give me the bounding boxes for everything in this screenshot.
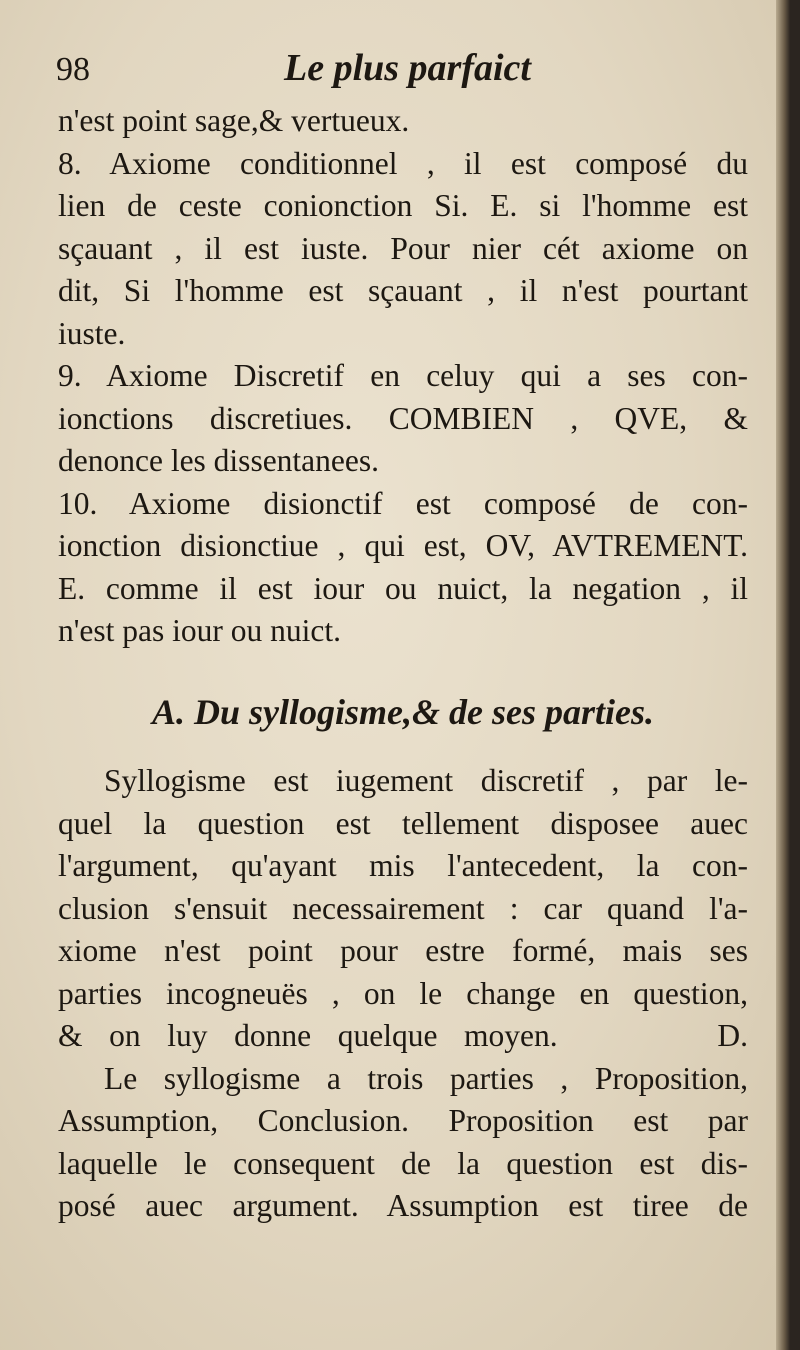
text-line: clusion s'ensuit necessairement : car quand l'a-: [58, 890, 748, 926]
text-line: & on luy donne quelque moyen. D.: [58, 1018, 748, 1053]
section-heading: A. Du syllogisme,& de ses parties.: [152, 692, 654, 732]
body-text-bottom: [58, 760, 748, 1228]
text-line: ionctions discretiues. COMBIEN , QVE, &: [58, 400, 748, 436]
text-line: Syllogisme est iugement discretif , par le-: [104, 763, 748, 798]
binding-gutter: [776, 0, 790, 1350]
text-line: denonce les dissentanees.: [58, 443, 380, 478]
text-line: parties incogneuës , on le change en question,: [58, 975, 748, 1011]
text-line: n'est pas iour ou nuict.: [58, 613, 342, 648]
page-header: [56, 46, 746, 94]
text-line: 9. Axiome Discretif en celuy qui a ses con-: [58, 358, 748, 393]
text-line: xiome n'est point pour estre formé, mais ses: [58, 933, 748, 968]
page-number: 98: [56, 51, 90, 88]
text-line: 8. Axiome conditionnel , il est composé du: [58, 145, 748, 181]
text-line: dit, Si l'homme est sçauant , il n'est pourtant: [58, 273, 748, 308]
body-text-top: [58, 100, 748, 653]
text-line: posé auec argument. Assumption est tiree de: [58, 1188, 748, 1223]
running-head: Le plus parfaict: [284, 47, 531, 89]
text-line: sçauant , il est iuste. Pour nier cét axiome on: [58, 230, 748, 266]
text-line: laquelle le consequent de la question est dis-: [58, 1145, 748, 1181]
text-line: l'argument, qu'ayant mis l'antecedent, la con-: [58, 848, 748, 883]
text-line: Assumption, Conclusion. Proposition est par: [58, 1103, 748, 1138]
text-line: n'est point sage,& vertueux.: [58, 103, 410, 138]
text-line: ionction disionctiue , qui est, OV, AVTREMENT.: [58, 528, 748, 563]
text-line: iuste.: [58, 315, 126, 351]
text-line: Le syllogisme a trois parties , Proposition,: [104, 1060, 748, 1096]
text-line: lien de ceste conionction Si. E. si l'homme est: [58, 188, 748, 223]
text-line: quel la question est tellement disposee auec: [58, 805, 748, 841]
text-line: E. comme il est iour ou nuict, la negation , il: [58, 570, 748, 606]
text-line: 10. Axiome disionctif est composé de con-: [58, 485, 748, 521]
